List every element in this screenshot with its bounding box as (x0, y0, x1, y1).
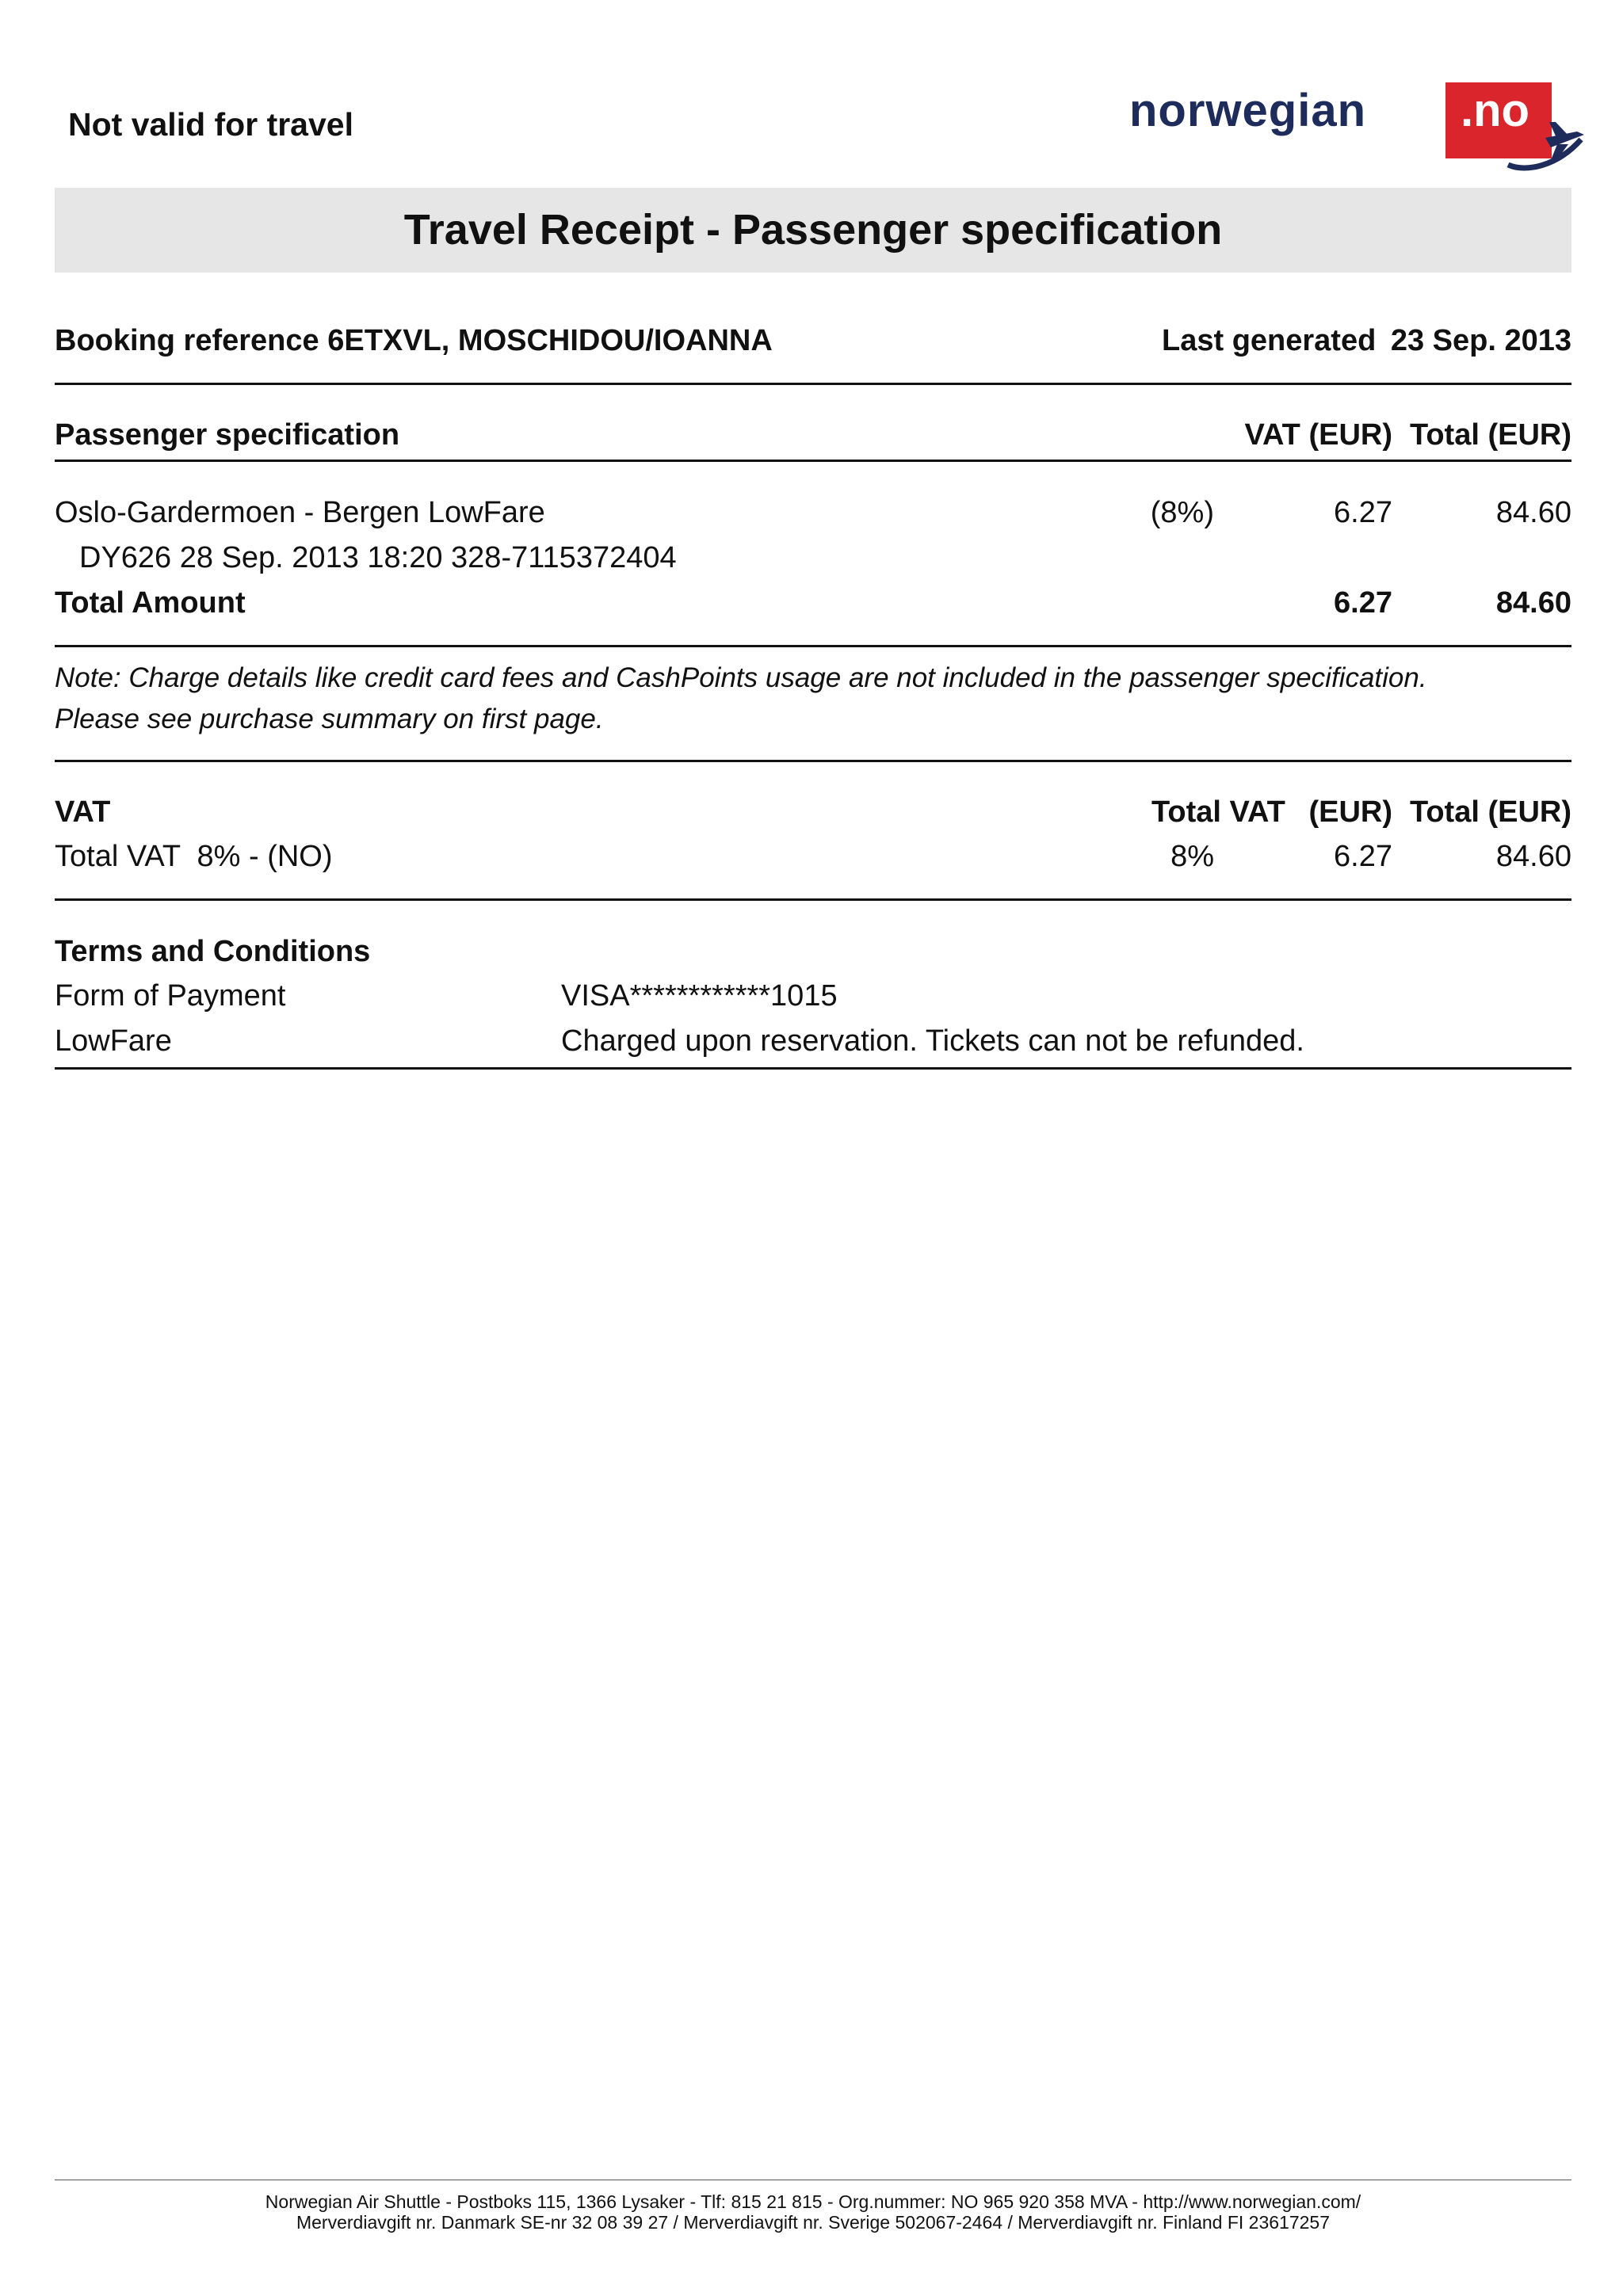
lowfare-label: LowFare (55, 1024, 172, 1058)
vat-rate: (8%) (1150, 496, 1214, 529)
footer-vat-numbers: Merverdiavgift nr. Danmark SE-nr 32 08 39 27 / Merverdiavgift nr. Sverige 502067-2464 / Merverdiavgift nr. Finland FI 23617257 (296, 2212, 1330, 2233)
note-line-1: Note: Charge details like credit card fees and CashPoints usage are not included in the passenger specification. (55, 662, 1427, 693)
divider (55, 898, 1571, 901)
eur-header: (EUR) (1308, 795, 1392, 829)
norwegian-logo (1129, 82, 1573, 177)
page-title: Travel Receipt - Passenger specification (403, 206, 1223, 254)
vat-row-total: 84.60 (1495, 840, 1571, 873)
divider (55, 1067, 1571, 1070)
total-amount: 84.60 (1495, 496, 1571, 529)
vat-row-vat: 6.27 (1334, 840, 1392, 873)
airplane-icon (1502, 116, 1589, 179)
total-vat-value: 6.27 (1334, 586, 1392, 620)
passenger-spec-heading: Passenger specification (55, 418, 400, 452)
divider (55, 645, 1571, 647)
logo-word: norwegian (1129, 85, 1367, 136)
payment-form-value: VISA************1015 (561, 979, 838, 1013)
vat-total-eur-header: Total (EUR) (1409, 795, 1571, 829)
divider (55, 383, 1571, 385)
note-line-2: Please see purchase summary on first page. (55, 704, 604, 734)
not-valid-notice: Not valid for travel (68, 106, 353, 143)
lowfare-value: Charged upon reservation. Tickets can not be refunded. (561, 1024, 1304, 1058)
vat-amount: 6.27 (1334, 496, 1392, 529)
title-bar (55, 188, 1571, 273)
payment-form-label: Form of Payment (55, 979, 286, 1013)
terms-heading: Terms and Conditions (55, 935, 371, 968)
vat-heading: VAT (55, 795, 111, 829)
logo-suffix: .no (1461, 85, 1529, 136)
divider (55, 760, 1571, 762)
last-generated-label: Last generated (1162, 324, 1377, 357)
total-eur-header: Total (EUR) (1409, 418, 1571, 452)
last-generated-date: 23 Sep. 2013 (1390, 324, 1571, 357)
booking-reference: Booking reference 6ETXVL, MOSCHIDOU/IOANNA (55, 324, 773, 357)
route-text: Oslo-Gardermoen - Bergen LowFare (55, 496, 545, 529)
total-vat-header: Total VAT (1151, 795, 1285, 829)
vat-eur-header: VAT (EUR) (1244, 418, 1392, 452)
flight-detail: DY626 28 Sep. 2013 18:20 328-7115372404 (79, 541, 677, 574)
vat-row-label: Total VAT 8% - (NO) (55, 840, 333, 873)
total-sum-value: 84.60 (1495, 586, 1571, 620)
footer-address: Norwegian Air Shuttle - Postboks 115, 1366 Lysaker - Tlf: 815 21 815 - Org.nummer: NO 965 920 358 MVA - http://www.norwegian.com/ (265, 2191, 1361, 2212)
divider (55, 460, 1571, 462)
total-amount-label: Total Amount (55, 586, 246, 620)
vat-row-rate: 8% (1170, 840, 1214, 873)
